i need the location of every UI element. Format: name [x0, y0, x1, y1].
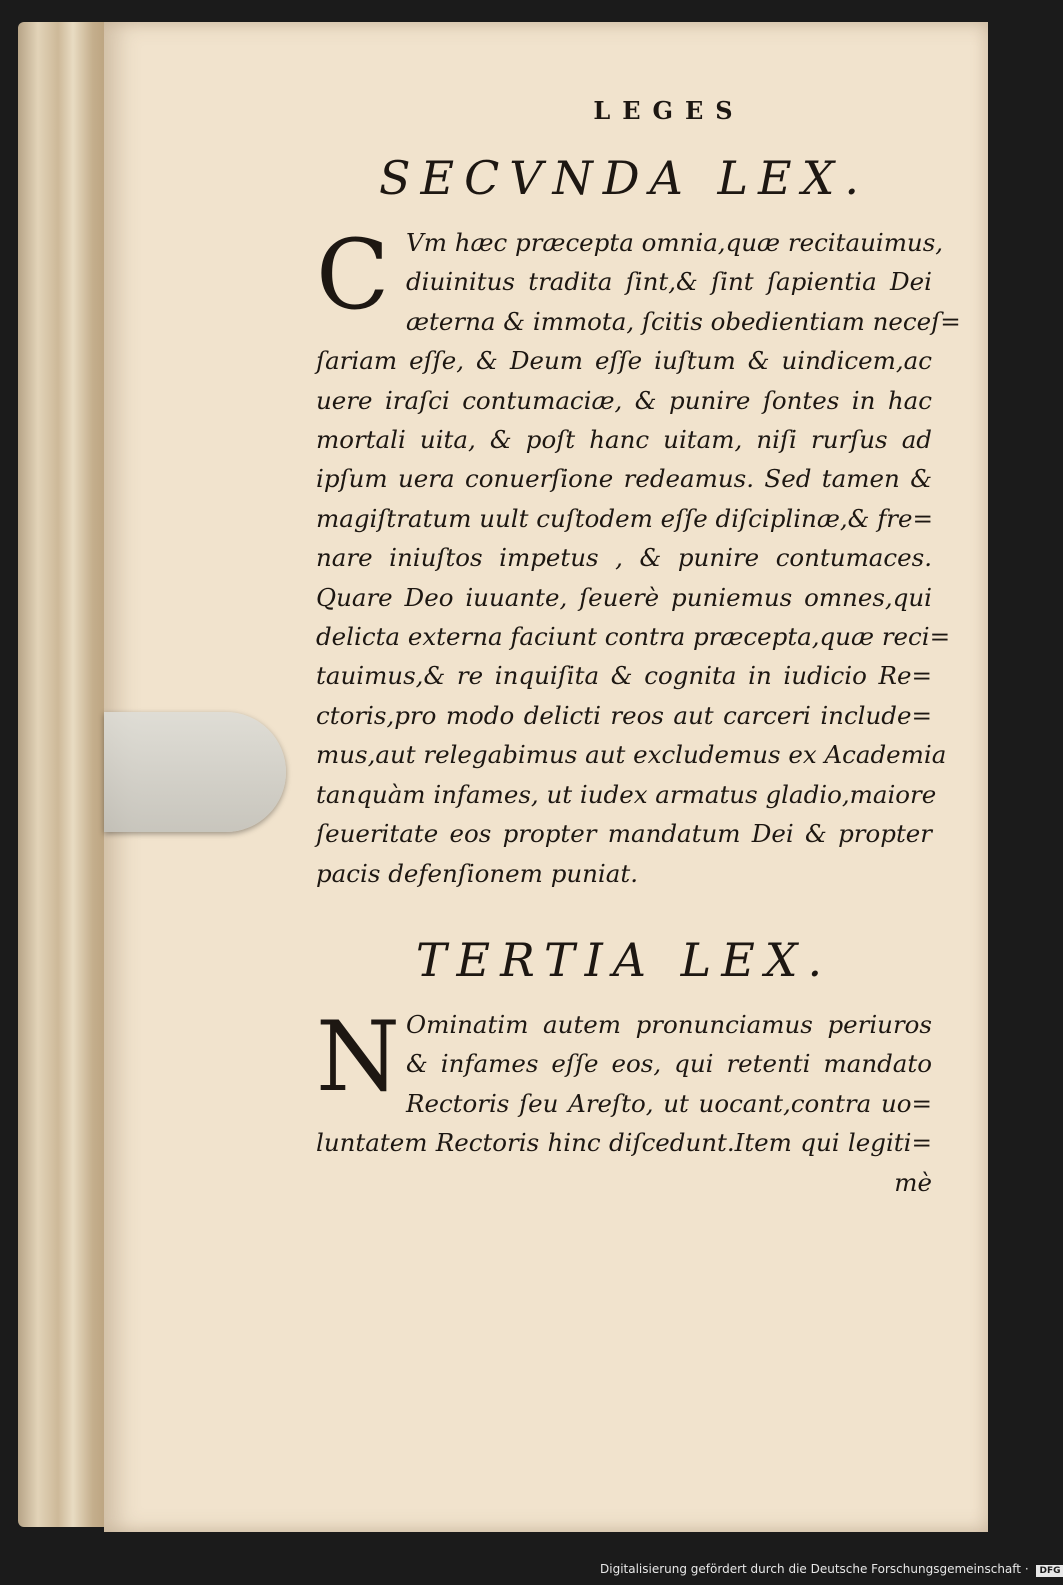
dropcap-c: C	[316, 219, 390, 331]
text-line: mus,aut relegabimus aut excludemus ex Academia	[316, 740, 947, 770]
text-line: delicta externa faciunt contra præcepta,quæ reci=	[316, 622, 951, 652]
text-line: ſariam eſſe, & Deum eſſe iuſtum & uindicem,ac	[316, 346, 932, 376]
digitization-credit	[600, 1562, 1063, 1577]
credit-text: Digitalisierung gefördert durch die Deutsche Forschungsgemeinschaft ·	[600, 1562, 1029, 1576]
text-line: magiſtratum uult cuſtodem eſſe diſciplinæ,& fre=	[316, 503, 934, 533]
text-line: æterna & immota, ſcitis obedientiam neceſ=	[406, 306, 961, 336]
text-line: ſeueritate eos propter mandatum Dei & propter	[316, 819, 932, 849]
text-line: uere iraſci contumaciæ, & punire ſontes in hac	[316, 385, 932, 415]
text-line: Rectoris ſeu Areſto, ut uocant,contra uo=	[406, 1088, 932, 1118]
text-line: mortali uita, & poſt hanc uitam, niſi rurſus ad	[316, 425, 932, 455]
section-title-tertia: TERTIA LEX.	[415, 932, 833, 987]
catchword: mè	[894, 1167, 932, 1197]
text-line: diuinitus tradita ſint,& ſint ſapientia Dei	[406, 267, 932, 297]
book-page-edges	[18, 22, 118, 1527]
text-line: tauimus,& re inquiſita & cognita in iudicio Re=	[316, 661, 932, 691]
section-body-secunda	[316, 219, 961, 893]
page-clip	[104, 712, 286, 832]
page-text	[316, 96, 961, 1202]
text-line: Vm hæc præcepta omnia,quæ recitauimus,	[406, 228, 944, 257]
text-line: nare iniuſtos impetus , & punire contumaces.	[316, 543, 932, 573]
text-line: Quare Deo iuuante, ſeuerè puniemus omnes,qui	[316, 582, 932, 612]
text-line: Ominatim autem pronunciamus periuros	[406, 1009, 932, 1039]
dropcap-n: N	[316, 1000, 400, 1113]
section-body-tertia	[316, 1000, 932, 1202]
text-line: luntatem Rectoris hinc diſcedunt.Item qui legiti=	[316, 1128, 932, 1158]
text-line: ctoris,pro modo delicti reos aut carceri include=	[316, 700, 932, 730]
dfg-logo: DFG	[1036, 1565, 1063, 1577]
text-line: & infames eſſe eos, qui retenti mandato	[406, 1049, 932, 1079]
section-title-secunda: SECVNDA LEX.	[379, 151, 869, 205]
text-line: tanquàm infames, ut iudex armatus gladio,maiore	[316, 779, 937, 809]
text-line: pacis defenſionem puniat.	[316, 858, 639, 888]
text-line: ipſum uera conuerſione redeamus. Sed tamen &	[316, 464, 932, 494]
running-head: LEGES	[593, 96, 745, 125]
